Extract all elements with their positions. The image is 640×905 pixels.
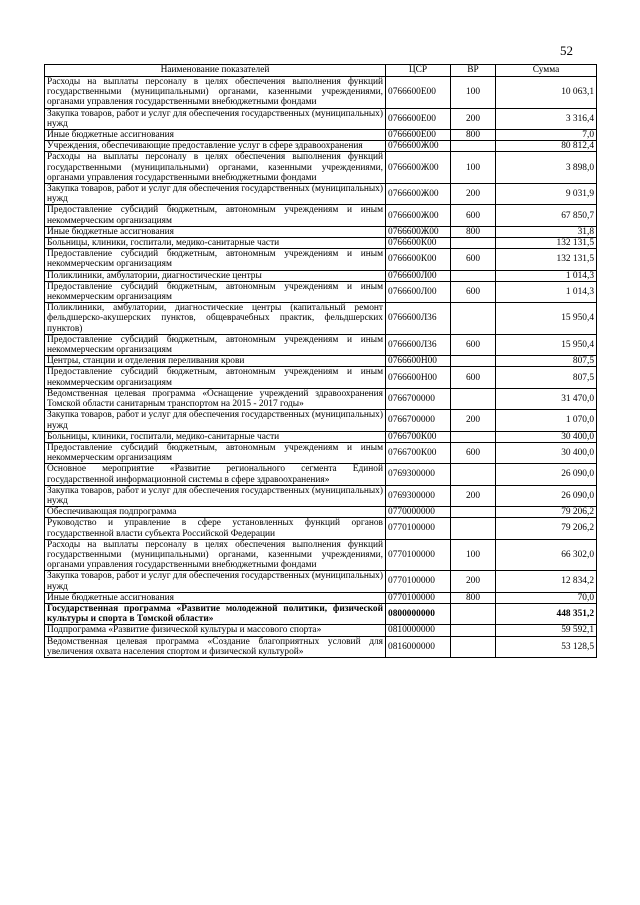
table-row: [45, 367, 597, 388]
row-name: Иные бюджетные ассигнования: [45, 130, 386, 141]
row-name: Учреждения, обеспечивающие предоставление услуг в сфере здравоохранения: [45, 141, 386, 152]
row-name: Закупка товаров, работ и услуг для обеспечения государственных (муниципальных) нужд: [45, 184, 386, 205]
row-code: 0766700К00: [386, 431, 451, 442]
row-sum: 59 592,1: [496, 625, 597, 636]
row-vr: 600: [451, 334, 496, 355]
row-code: 0766600К00: [386, 249, 451, 270]
row-sum: 132 131,5: [496, 238, 597, 249]
table-row: [45, 431, 597, 442]
row-sum: 1 014,3: [496, 281, 597, 302]
row-vr: 600: [451, 442, 496, 463]
row-vr: 800: [451, 130, 496, 141]
row-code: 0770100000: [386, 592, 451, 603]
row-vr: [451, 238, 496, 249]
row-vr: 600: [451, 281, 496, 302]
row-code: 0766600Ж00: [386, 152, 451, 184]
row-code: 0766600Ж00: [386, 226, 451, 237]
row-code: 0766700000: [386, 410, 451, 431]
row-name: Поликлиники, амбулатории, диагностические центры: [45, 270, 386, 281]
row-sum: 70,0: [496, 592, 597, 603]
row-vr: [451, 518, 496, 539]
row-name: Ведомственная целевая программа «Создание благоприятных условий для увеличения охвата населения спортом и физической культурой»: [45, 636, 386, 657]
row-code: 0766600Ж00: [386, 184, 451, 205]
table-row: [45, 485, 597, 506]
row-code: 0766600Л36: [386, 303, 451, 335]
row-code: 0769300000: [386, 464, 451, 485]
row-code: 0766600Ж00: [386, 141, 451, 152]
row-name: Предоставление субсидий бюджетным, автономным учреждениям и иным некоммерческим организациям: [45, 367, 386, 388]
table-row: [45, 518, 597, 539]
table-row: [45, 334, 597, 355]
row-name: Расходы на выплаты персоналу в целях обеспечения выполнения функций государственными (муниципальными) органами, казенными учреждениями, органами управления государственными внебюджетными фондами: [45, 152, 386, 184]
row-name: Предоставление субсидий бюджетным, автономным учреждениям и иным некоммерческим организациям: [45, 334, 386, 355]
page-number: 52: [560, 43, 573, 58]
row-code: 0766600Н00: [386, 367, 451, 388]
row-code: 0766600Л36: [386, 334, 451, 355]
row-vr: 600: [451, 367, 496, 388]
row-name: Поликлиники, амбулатории, диагностические центры (капитальный ремонт фельдшерско-акушерских пунктов, общеврачебных практик, фельдшерских пунктов): [45, 303, 386, 335]
row-code: 0766700К00: [386, 442, 451, 463]
row-sum: 30 400,0: [496, 431, 597, 442]
row-code: 0770100000: [386, 518, 451, 539]
table-row: [45, 464, 597, 485]
row-sum: 12 834,2: [496, 571, 597, 592]
row-name: Предоставление субсидий бюджетным, автономным учреждениям и иным некоммерческим организациям: [45, 442, 386, 463]
row-code: 0770100000: [386, 571, 451, 592]
table-row: [45, 303, 597, 335]
row-name: Расходы на выплаты персоналу в целях обеспечения выполнения функций государственными (муниципальными) органами, казенными учреждениями, органами управления государственными внебюджетными фондами: [45, 539, 386, 571]
row-sum: 132 131,5: [496, 249, 597, 270]
table-row: [45, 77, 597, 109]
row-vr: [451, 625, 496, 636]
row-vr: 200: [451, 485, 496, 506]
table-row: [45, 388, 597, 409]
row-sum: 3 316,4: [496, 108, 597, 129]
row-sum: 30 400,0: [496, 442, 597, 463]
row-name: Государственная программа «Развитие молодежной политики, физической культуры и спорта в Томской области»: [45, 603, 386, 624]
table-row: [45, 410, 597, 431]
row-sum: 10 063,1: [496, 77, 597, 109]
row-sum: 807,5: [496, 356, 597, 367]
row-vr: [451, 356, 496, 367]
row-name: Предоставление субсидий бюджетным, автономным учреждениям и иным некоммерческим организациям: [45, 249, 386, 270]
row-vr: [451, 388, 496, 409]
table-row: [45, 507, 597, 518]
row-code: 0800000000: [386, 603, 451, 624]
row-sum: 26 090,0: [496, 485, 597, 506]
row-vr: 100: [451, 77, 496, 109]
row-name: Иные бюджетные ассигнования: [45, 592, 386, 603]
row-name: Закупка товаров, работ и услуг для обеспечения государственных (муниципальных) нужд: [45, 485, 386, 506]
row-name: Предоставление субсидий бюджетным, автономным учреждениям и иным некоммерческим организациям: [45, 281, 386, 302]
row-code: 0766600Ж00: [386, 205, 451, 226]
row-sum: 80 812,4: [496, 141, 597, 152]
row-code: 0770100000: [386, 539, 451, 571]
row-vr: 800: [451, 592, 496, 603]
header-code: ЦСР: [386, 65, 451, 77]
row-vr: [451, 507, 496, 518]
table-header-row: [45, 65, 597, 77]
row-sum: 79 206,2: [496, 507, 597, 518]
row-sum: 7,0: [496, 130, 597, 141]
row-sum: 9 031,9: [496, 184, 597, 205]
header-sum: Сумма: [496, 65, 597, 77]
table-body: [45, 77, 597, 658]
row-vr: [451, 303, 496, 335]
row-vr: [451, 464, 496, 485]
row-name: Центры, станции и отделения переливания крови: [45, 356, 386, 367]
row-vr: 600: [451, 249, 496, 270]
row-vr: [451, 636, 496, 657]
row-name: Ведомственная целевая программа «Оснащение учреждений здравоохранения Томской области санитарным транспортом на 2015 - 2017 годы»: [45, 388, 386, 409]
row-vr: 200: [451, 108, 496, 129]
row-sum: 66 302,0: [496, 539, 597, 571]
row-sum: 79 206,2: [496, 518, 597, 539]
row-vr: 600: [451, 205, 496, 226]
row-vr: 200: [451, 410, 496, 431]
row-name: Закупка товаров, работ и услуг для обеспечения государственных (муниципальных) нужд: [45, 410, 386, 431]
table-row: [45, 281, 597, 302]
row-code: 0766600Л00: [386, 281, 451, 302]
row-sum: 67 850,7: [496, 205, 597, 226]
budget-table: [44, 64, 597, 658]
row-vr: 800: [451, 226, 496, 237]
table-row: [45, 226, 597, 237]
table-row: [45, 636, 597, 657]
row-code: 0769300000: [386, 485, 451, 506]
table-row: [45, 141, 597, 152]
row-vr: 100: [451, 152, 496, 184]
row-sum: 31,8: [496, 226, 597, 237]
table-row: [45, 625, 597, 636]
row-name: Основное мероприятие «Развитие регионального сегмента Единой государственной информационной системы в сфере здравоохранения»: [45, 464, 386, 485]
row-vr: 200: [451, 571, 496, 592]
row-sum: 1 014,3: [496, 270, 597, 281]
table-row: [45, 152, 597, 184]
row-name: Руководство и управление в сфере установленных функций органов государственной власти субъекта Российской Федерации: [45, 518, 386, 539]
table-row: [45, 249, 597, 270]
row-name: Предоставление субсидий бюджетным, автономным учреждениям и иным некоммерческим организациям: [45, 205, 386, 226]
row-name: Подпрограмма «Развитие физической культуры и массового спорта»: [45, 625, 386, 636]
table-row: [45, 592, 597, 603]
table-row: [45, 108, 597, 129]
table-row: [45, 270, 597, 281]
row-sum: 807,5: [496, 367, 597, 388]
table-row: [45, 571, 597, 592]
table-row: [45, 603, 597, 624]
row-name: Закупка товаров, работ и услуг для обеспечения государственных (муниципальных) нужд: [45, 108, 386, 129]
row-code: 0810000000: [386, 625, 451, 636]
row-code: 0766600Н00: [386, 356, 451, 367]
row-sum: 31 470,0: [496, 388, 597, 409]
row-name: Иные бюджетные ассигнования: [45, 226, 386, 237]
table-row: [45, 442, 597, 463]
row-sum: 15 950,4: [496, 334, 597, 355]
table-row: [45, 238, 597, 249]
row-name: Больницы, клиники, госпитали, медико-санитарные части: [45, 431, 386, 442]
row-sum: 15 950,4: [496, 303, 597, 335]
table-row: [45, 184, 597, 205]
row-sum: 3 898,0: [496, 152, 597, 184]
row-vr: [451, 270, 496, 281]
row-code: 0766600К00: [386, 238, 451, 249]
row-name: Обеспечивающая подпрограмма: [45, 507, 386, 518]
row-sum: 1 070,0: [496, 410, 597, 431]
row-code: 0766600Е00: [386, 108, 451, 129]
row-vr: 200: [451, 184, 496, 205]
table-row: [45, 356, 597, 367]
row-vr: [451, 603, 496, 624]
row-code: 0766600Л00: [386, 270, 451, 281]
table-row: [45, 539, 597, 571]
row-name: Расходы на выплаты персоналу в целях обеспечения выполнения функций государственными (муниципальными) органами, казенными учреждениями, органами управления государственными внебюджетными фондами: [45, 77, 386, 109]
row-code: 0816000000: [386, 636, 451, 657]
row-code: 0766600Е00: [386, 130, 451, 141]
header-name: Наименование показателей: [45, 65, 386, 77]
row-code: 0766700000: [386, 388, 451, 409]
row-code: 0766600Е00: [386, 77, 451, 109]
row-vr: 100: [451, 539, 496, 571]
row-sum: 53 128,5: [496, 636, 597, 657]
row-sum: 26 090,0: [496, 464, 597, 485]
table-row: [45, 130, 597, 141]
header-vr: ВР: [451, 65, 496, 77]
row-sum: 448 351,2: [496, 603, 597, 624]
row-name: Закупка товаров, работ и услуг для обеспечения государственных (муниципальных) нужд: [45, 571, 386, 592]
row-name: Больницы, клиники, госпитали, медико-санитарные части: [45, 238, 386, 249]
row-vr: [451, 141, 496, 152]
row-vr: [451, 431, 496, 442]
table-row: [45, 205, 597, 226]
row-code: 0770000000: [386, 507, 451, 518]
